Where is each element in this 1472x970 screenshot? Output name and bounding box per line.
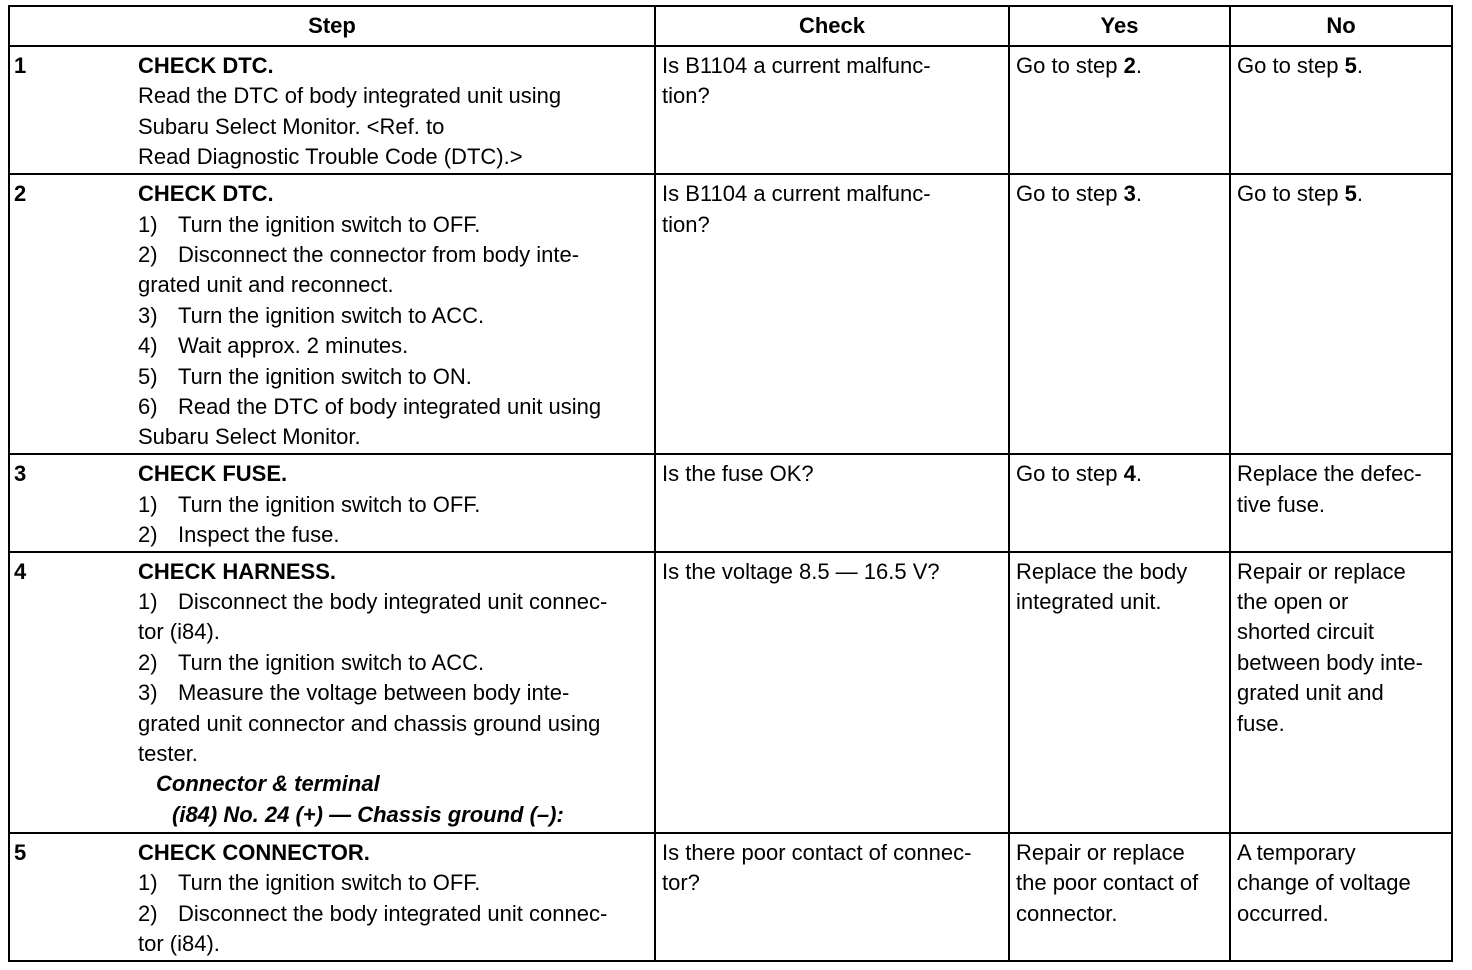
yes-step-number: 3 [1123, 181, 1136, 207]
yes-line: Replace the body [1016, 558, 1188, 584]
item-number: 5) [138, 363, 158, 389]
no-line: between body inte- [1237, 649, 1423, 675]
check-line: Is the voltage 8.5 — 16.5 V? [662, 558, 940, 584]
no-line: fuse. [1237, 710, 1285, 736]
item-number: 1) [138, 589, 158, 615]
check-line: Is B1104 a current malfunc- [662, 181, 931, 207]
item-number: 2) [138, 649, 158, 675]
yes-line: the poor contact of [1016, 870, 1199, 896]
item-text: Turn the ignition switch to ACC. [178, 649, 485, 675]
item-number: 1) [138, 491, 158, 517]
step-number: 3 [14, 461, 27, 487]
header-check: Check [655, 6, 1009, 46]
no-line: A temporary [1237, 839, 1356, 865]
no-cell [1230, 46, 1452, 174]
yes-cell [1009, 833, 1230, 961]
step-number: 1 [14, 53, 27, 78]
yes-text-end: . [1135, 461, 1142, 487]
step-cell [9, 552, 655, 833]
step-title: CHECK DTC. [138, 53, 274, 78]
no-text: Go to step [1237, 53, 1345, 78]
no-cell [1230, 833, 1452, 961]
no-line: tive fuse. [1237, 491, 1326, 517]
step-title: CHECK FUSE. [138, 461, 288, 487]
step-cell [9, 454, 655, 551]
no-text: Go to step [1237, 181, 1345, 207]
check-cell [655, 454, 1009, 551]
step-title: CHECK DTC. [138, 181, 274, 207]
item-text: Turn the ignition switch to OFF. [178, 211, 481, 237]
header-yes: Yes [1009, 6, 1230, 46]
check-line: Is B1104 a current malfunc- [662, 53, 931, 78]
item-text: Turn the ignition switch to ACC. [178, 302, 485, 328]
yes-text: Go to step [1016, 461, 1124, 487]
check-cell [655, 46, 1009, 174]
item-text: Measure the voltage between body inte- [178, 680, 570, 706]
no-step-number: 5 [1344, 53, 1357, 78]
yes-line: Repair or replace [1016, 839, 1185, 865]
step-line: Subaru Select Monitor. <Ref. to [138, 113, 445, 139]
check-line: Is there poor contact of connec- [662, 839, 972, 865]
check-cell [655, 833, 1009, 961]
no-line: Replace the defec- [1237, 461, 1422, 487]
yes-cell [1009, 46, 1230, 174]
step-title: CHECK CONNECTOR. [138, 839, 370, 865]
header-no: No [1230, 6, 1452, 46]
item-number: 2) [138, 900, 158, 926]
step-number: 2 [14, 181, 27, 207]
item-text: Disconnect the body integrated unit connec- [178, 900, 608, 926]
yes-line: connector. [1016, 900, 1118, 926]
table-row [9, 454, 1452, 551]
step-line: Read Diagnostic Trouble Code (DTC).> [138, 144, 523, 170]
no-cell [1230, 552, 1452, 833]
step-title: CHECK HARNESS. [138, 558, 337, 584]
no-cell [1230, 454, 1452, 551]
no-text-end: . [1356, 181, 1363, 207]
no-line: shorted circuit [1237, 619, 1374, 645]
spec-value: (i84) No. 24 (+) — Chassis ground (–): [172, 801, 564, 827]
check-cell [655, 552, 1009, 833]
step-cell [9, 174, 655, 454]
check-line: Is the fuse OK? [662, 461, 814, 487]
yes-step-number: 2 [1123, 53, 1136, 78]
item-continuation: Subaru Select Monitor. [138, 424, 361, 450]
table-row [9, 552, 1452, 833]
check-line: tion? [662, 83, 710, 109]
no-line: change of voltage [1237, 870, 1411, 896]
yes-step-number: 4 [1123, 461, 1136, 487]
header-step: Step [9, 6, 655, 46]
table-row [9, 174, 1452, 454]
item-text: Read the DTC of body integrated unit using [178, 393, 602, 419]
yes-cell [1009, 454, 1230, 551]
diagnostic-table [8, 5, 1453, 962]
item-continuation: grated unit and reconnect. [138, 272, 394, 298]
check-line: tion? [662, 211, 710, 237]
item-continuation: tor (i84). [138, 931, 220, 957]
step-cell [9, 833, 655, 961]
table-row [9, 833, 1452, 961]
yes-text-end: . [1135, 53, 1142, 78]
item-text: Turn the ignition switch to OFF. [178, 870, 481, 896]
item-number: 2) [138, 241, 158, 267]
item-text: Turn the ignition switch to ON. [178, 363, 472, 389]
no-step-number: 5 [1344, 181, 1357, 207]
yes-cell [1009, 552, 1230, 833]
item-number: 1) [138, 870, 158, 896]
item-text: Disconnect the connector from body inte- [178, 241, 580, 267]
step-number: 5 [14, 839, 27, 865]
item-number: 3) [138, 680, 158, 706]
table-row [9, 46, 1452, 174]
spec-title: Connector & terminal [156, 771, 380, 797]
item-continuation: tester. [138, 741, 198, 767]
no-text-end: . [1356, 53, 1363, 78]
no-line: grated unit and [1237, 680, 1384, 706]
item-number: 6) [138, 393, 158, 419]
yes-line: integrated unit. [1016, 589, 1162, 615]
yes-text: Go to step [1016, 53, 1124, 78]
check-cell [655, 174, 1009, 454]
no-line: occurred. [1237, 900, 1329, 926]
no-line: the open or [1237, 589, 1349, 615]
no-line: Repair or replace [1237, 558, 1406, 584]
header-row [9, 6, 1452, 46]
item-text: Disconnect the body integrated unit connec- [178, 589, 608, 615]
item-number: 3) [138, 302, 158, 328]
item-number: 4) [138, 333, 158, 359]
item-text: Inspect the fuse. [178, 522, 340, 548]
item-continuation: grated unit connector and chassis ground using [138, 710, 601, 736]
item-number: 2) [138, 522, 158, 548]
item-continuation: tor (i84). [138, 619, 220, 645]
check-line: tor? [662, 870, 700, 896]
step-cell [9, 46, 655, 174]
yes-text-end: . [1135, 181, 1142, 207]
item-number: 1) [138, 211, 158, 237]
yes-cell [1009, 174, 1230, 454]
step-number: 4 [14, 558, 27, 584]
item-text: Turn the ignition switch to OFF. [178, 491, 481, 517]
yes-text: Go to step [1016, 181, 1124, 207]
item-text: Wait approx. 2 minutes. [178, 333, 409, 359]
no-cell [1230, 174, 1452, 454]
step-line: Read the DTC of body integrated unit using [138, 83, 562, 109]
